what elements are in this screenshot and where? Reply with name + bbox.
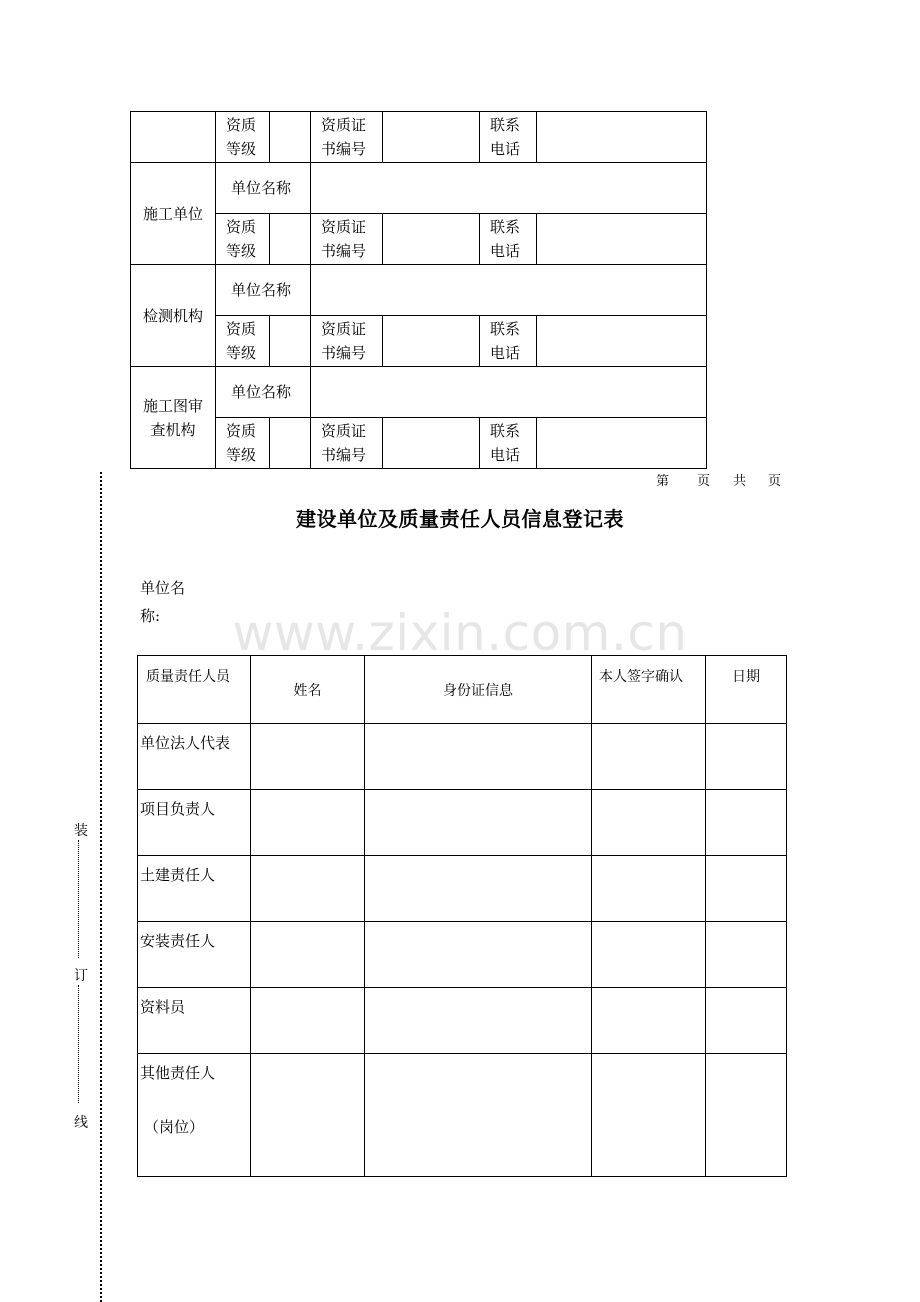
- other-role-post: （岗位）: [144, 1118, 205, 1136]
- page-number-line: [656, 470, 781, 489]
- cell-name: [251, 922, 365, 988]
- header-date: 日期: [706, 656, 787, 724]
- watermark: www.zixin.com.cn: [232, 604, 688, 662]
- unit-name-label: 单位名称: [216, 367, 311, 418]
- table-row: [138, 988, 787, 1054]
- cert-no-value: [383, 112, 480, 163]
- binding-inner-line: [78, 840, 79, 958]
- binding-line: [100, 472, 102, 1302]
- other-role-label: 其他责任人: [140, 1064, 216, 1082]
- section-name: 施工单位: [131, 163, 216, 265]
- cert-no-label: 资质证 书编号: [311, 112, 383, 163]
- section-review-name-row: [131, 367, 707, 418]
- phone-label: 联系 电话: [480, 418, 537, 469]
- cert-no-label: 资质证 书编号: [311, 214, 383, 265]
- cell-date: [706, 922, 787, 988]
- responsible-persons-table: [137, 655, 787, 1177]
- section-testing-name-row: [131, 265, 707, 316]
- cell-name: [251, 988, 365, 1054]
- unit-name-label: 单位名称: [216, 163, 311, 214]
- section-name: 检测机构: [131, 265, 216, 367]
- section-testing-qual-row: [131, 316, 707, 367]
- qual-grade-value: [270, 112, 311, 163]
- cell-id: [365, 988, 592, 1054]
- table-row: [138, 724, 787, 790]
- page-ye: 页: [697, 474, 711, 489]
- qual-grade-value: [270, 418, 311, 469]
- cell-date: [706, 988, 787, 1054]
- cert-no-label: 资质证 书编号: [311, 316, 383, 367]
- section-construction-qual-row: [131, 214, 707, 265]
- phone-value: [537, 316, 707, 367]
- cell-id: [365, 856, 592, 922]
- phone-label: 联系 电话: [480, 112, 537, 163]
- qual-grade-value: [270, 316, 311, 367]
- cell-signature: [592, 988, 706, 1054]
- qual-grade-label: 资质 等级: [216, 418, 270, 469]
- cell-signature: [592, 790, 706, 856]
- unit-name-value: [311, 163, 707, 214]
- cell-signature: [592, 856, 706, 922]
- unit-name-value: [311, 265, 707, 316]
- cert-no-value: [383, 418, 480, 469]
- cert-no-value: [383, 316, 480, 367]
- header-name: 姓名: [251, 656, 365, 724]
- page-di: 第: [656, 474, 670, 489]
- page-gong: 共: [733, 474, 747, 489]
- header-id-info: 身份证信息: [365, 656, 592, 724]
- section-name: 施工图审 查机构: [131, 367, 216, 469]
- phone-label: 联系 电话: [480, 214, 537, 265]
- unit-name-value: [311, 367, 707, 418]
- empty-cell: [131, 112, 216, 163]
- table-row: [138, 856, 787, 922]
- cell-date: [706, 1054, 787, 1177]
- cell-name: [251, 724, 365, 790]
- section-construction-name-row: [131, 163, 707, 214]
- cell-id: [365, 790, 592, 856]
- row-role: 单位法人代表: [138, 724, 251, 790]
- qual-grade-label: 资质 等级: [216, 112, 270, 163]
- table-header-row: [138, 656, 787, 724]
- cell-id: [365, 1054, 592, 1177]
- header-signature: 本人签字确认: [592, 656, 706, 724]
- header-role: 质量责任人员: [138, 656, 251, 724]
- cert-no-label: 资质证 书编号: [311, 418, 383, 469]
- binding-char-ding: 订: [74, 968, 88, 984]
- cell-date: [706, 790, 787, 856]
- table-row: [138, 922, 787, 988]
- row-role-other: [138, 1054, 251, 1177]
- row-role: 资料员: [138, 988, 251, 1054]
- unit-name-field: 单位名 称:: [140, 579, 186, 625]
- qual-grade-label: 资质 等级: [216, 316, 270, 367]
- binding-inner-line: [78, 985, 79, 1103]
- row-role: 安装责任人: [138, 922, 251, 988]
- cell-id: [365, 922, 592, 988]
- top-row-qualification: [131, 112, 707, 163]
- cell-signature: [592, 724, 706, 790]
- cell-name: [251, 856, 365, 922]
- qual-grade-value: [270, 214, 311, 265]
- page-ye-total: 页: [768, 474, 782, 489]
- cell-date: [706, 856, 787, 922]
- phone-value: [537, 112, 707, 163]
- cell-id: [365, 724, 592, 790]
- cell-name: [251, 790, 365, 856]
- cell-date: [706, 724, 787, 790]
- phone-value: [537, 418, 707, 469]
- cert-no-value: [383, 214, 480, 265]
- cell-signature: [592, 922, 706, 988]
- phone-value: [537, 214, 707, 265]
- unit-name-label: 单位名称: [216, 265, 311, 316]
- cell-name: [251, 1054, 365, 1177]
- section-review-qual-row: [131, 418, 707, 469]
- phone-label: 联系 电话: [480, 316, 537, 367]
- page-title: 建设单位及质量责任人员信息登记表: [296, 507, 624, 531]
- binding-char-zhuang: 装: [74, 823, 88, 839]
- binding-char-xian: 线: [74, 1115, 88, 1131]
- table-row: [138, 790, 787, 856]
- cell-signature: [592, 1054, 706, 1177]
- row-role: 土建责任人: [138, 856, 251, 922]
- top-info-table: [130, 111, 707, 469]
- table-row-other: [138, 1054, 787, 1177]
- qual-grade-label: 资质 等级: [216, 214, 270, 265]
- row-role: 项目负责人: [138, 790, 251, 856]
